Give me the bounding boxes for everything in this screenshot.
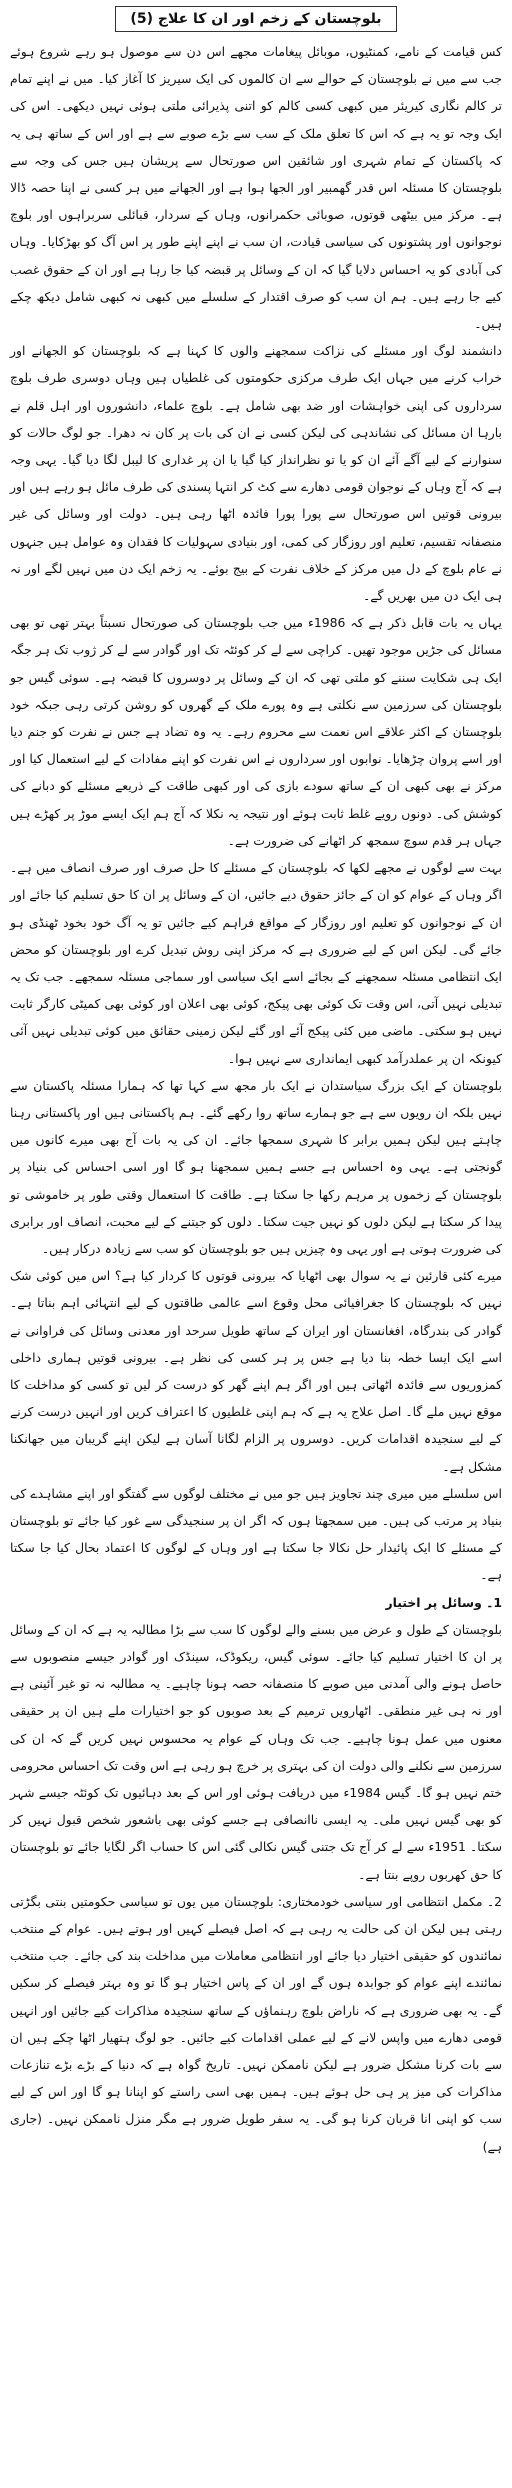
paragraph-8: بلوچستان کے طول و عرض میں بسنے والے لوگوں کا سب سے بڑا مطالبہ یہ ہے کہ ان کے وسائل پر ان کا اختیار تسلیم کیا جائے۔ سوئی گیس، ریکوڈک، سینڈک اور گوادر جیسے منصوبوں سے حاصل ہونے والی آمدنی میں صوبے کا منصفانہ حصہ ہونا چاہیے۔ یہ مطالبہ نہ تو غیر آئینی ہے اور نہ ہی غیر منطقی۔ اٹھارویں ترمیم کے بعد صوبوں کو جو اختیارات ملے ہیں ان پر حقیقی معنوں میں عمل ہونا چاہیے۔ جب تک وہاں کے عوام یہ محسوس نہیں کریں گے کہ ان کی سرزمین سے نکلنے والی دولت ان کی بہتری پر خرچ ہو رہی ہے اس وقت تک احساس محرومی ختم نہیں ہو گا۔ گیس 1984ء میں دریافت ہوئی اور اس کے بعد دہائیوں تک کوئٹہ جیسے شہر کو بھی گیس نہیں ملی۔ یہ ایسی ناانصافی ہے جسے کوئی بھی باشعور شخص قبول نہیں کر سکتا۔ 1951ء سے لے کر آج تک جتنی گیس نکالی گئی اس کا حساب اگر لگایا جائے تو بلوچستان کا حق کھربوں روپے بنتا ہے۔ <box>10 1621 502 1882</box>
paragraph-9: 2۔ مکمل انتظامی اور سیاسی خودمختاری: بلوچستان میں یوں تو سیاسی حکومتیں بنتی بگڑتی رہتی ہیں لیکن ان کی حالت یہ رہی ہے کہ اصل فیصلے کہیں اور ہوتے ہیں۔ عوام کے منتخب نمائندوں کو حقیقی اختیار دیا جائے اور انتظامی معاملات میں مداخلت بند کی جائے۔ جب منتخب نمائندے اپنے عوام کو جوابدہ ہوں گے اور ان کے پاس اختیار ہو گا تو وہ بہتر فیصلے کر سکیں گے۔ یہ بھی ضروری ہے کہ ناراض بلوچ رہنماؤں کے ساتھ سنجیدہ مذاکرات کیے جائیں اور انہیں قومی دھارے میں واپس لانے کے لیے عملی اقدامات کیے جائیں۔ جو لوگ ہتھیار اٹھا چکے ہیں ان سے بات کرنا مشکل ضرور ہے لیکن ناممکن نہیں۔ تاریخ گواہ ہے کہ دنیا کے بڑے بڑے تنازعات مذاکرات کی میز پر ہی حل ہوئے ہیں۔ ہمیں بھی اسی راستے کو اپنانا ہو گا اور اس کے لیے سب کو اپنی انا قربان کرنا ہو گی۔ یہ سفر طویل ضرور ہے مگر منزل ناممکن نہیں۔ (جاری ہے) <box>10 1893 502 2154</box>
section-heading-1: 1۔ وسائل پر اختیار <box>385 1594 502 1610</box>
paragraph-7: اس سلسلے میں میری چند تجاویز ہیں جو میں نے مختلف لوگوں سے گفتگو اور اپنے مشاہدے کی بنیاد پر مرتب کی ہیں۔ میں سمجھتا ہوں کہ اگر ان پر سنجیدگی سے غور کیا جائے تو بلوچستان کے مسئلے کا ایک پائیدار حل نکالا جا سکتا ہے اور وہاں کے لوگوں کا اعتماد بحال کیا جا سکتا ہے۔ <box>10 1485 503 1583</box>
paragraph-4: بہت سے لوگوں نے مجھے لکھا کہ بلوچستان کے مسئلے کا حل صرف اور صرف انصاف میں ہے۔ اگر وہاں کے عوام کو ان کے جائز حقوق دیے جائیں، ان کے وسائل پر ان کا حق تسلیم کیا جائے اور ان کے نوجوانوں کو تعلیم اور روزگار کے مواقع فراہم کیے جائیں تو یہ آگ خود بخود ٹھنڈی ہو جائے گی۔ لیکن اس کے لیے ضروری ہے کہ مرکز اپنی روش تبدیل کرے اور بلوچستان کو محض ایک انتظامی مسئلہ سمجھنے کے بجائے اسے ایک سیاسی اور سماجی مسئلہ سمجھے۔ جب تک یہ تبدیلی نہیں آتی، اس وقت تک کوئی بھی پیکج، کوئی بھی اعلان اور کوئی بھی کمیٹی کارگر ثابت نہیں ہو سکتی۔ ماضی میں کئی پیکج آئے اور گئے لیکن زمینی حقائق میں کوئی تبدیلی نہیں آئی کیونکہ ان پر عملدرآمد کبھی ایمانداری سے نہیں ہوا۔ <box>10 860 502 1066</box>
title-wrap <box>10 6 502 32</box>
paragraph-5: بلوچستان کے ایک بزرگ سیاستدان نے ایک بار مجھ سے کہا تھا کہ ہمارا مسئلہ پاکستان سے نہیں بلکہ ان رویوں سے ہے جو ہمارے ساتھ روا رکھے گئے۔ ہم پاکستانی ہیں اور پاکستانی رہنا چاہتے ہیں لیکن ہمیں برابر کا شہری سمجھا جائے۔ ان کی یہ بات آج بھی میرے کانوں میں گونجتی ہے۔ یہی وہ احساس ہے جسے ہمیں سمجھنا ہو گا اور اسی احساس کی بنیاد پر بلوچستان کے زخموں پر مرہم رکھا جا سکتا ہے۔ طاقت کا استعمال وقتی طور پر خاموشی تو پیدا کر سکتا ہے لیکن دلوں کو نہیں جیت سکتا۔ دلوں کو جیتنے کے لیے محبت، انصاف اور برابری کی ضرورت ہوتی ہے اور یہی وہ چیزیں ہیں جو بلوچستان کو سب سے زیادہ درکار ہیں۔ <box>10 1077 502 1256</box>
paragraph-3: یہاں یہ بات قابل ذکر ہے کہ 1986ء میں جب بلوچستان کی صورتحال نسبتاً بہتر تھی تو بھی مسائل کی جڑیں موجود تھیں۔ کراچی سے لے کر کوئٹہ تک اور گوادر سے لے کر ژوب تک ہر جگہ ایک ہی شکایت سننے کو ملتی تھی کہ ان کے وسائل پر دوسروں کا قبضہ ہے۔ سوئی گیس جو بلوچستان کی سرزمین سے نکلتی ہے وہ پورے ملک کے گھروں کو روشن کرتی رہی جبکہ خود بلوچستان کے اکثر علاقے اس نعمت سے محروم رہے۔ یہ وہ تضاد ہے جس نے نفرت کو جنم دیا اور اسے پروان چڑھایا۔ نوابوں اور سرداروں نے اس نفرت کو اپنے مفادات کے لیے استعمال کیا اور مرکز نے بھی کبھی ان کے ساتھ سودے بازی کی اور کبھی طاقت کے ذریعے مسئلے کو دبانے کی کوشش کی۔ دونوں رویے غلط ثابت ہوئے اور نتیجہ یہ نکلا کہ آج ہم ایک ایسے موڑ پر کھڑے ہیں جہاں ہر قدم سوچ سمجھ کر اٹھانے کی ضرورت ہے۔ <box>10 615 502 848</box>
paragraph-1: کس قیامت کے نامے، کمنٹیوں، موبائل پیغامات مجھے اس دن سے موصول ہو رہے شروع ہوئے جب سے میں نے بلوچستان کے حوالے سے ان کالموں کی ایک سیریز کا آغاز کیا۔ میں نے اپنے تمام تر کالم نگاری کیریئر میں کبھی کسی کالم کو اتنی پذیرائی ملتی ہوئی نہیں دیکھی۔ اس کی ایک وجہ تو یہ ہے کہ اس کا تعلق ملک کے سب سے بڑے صوبے سے ہے اور اس کے ساتھ ہی یہ کہ پاکستان کے تمام شہری اور شائقین اس صورتحال سے پریشان ہیں جس کی وجہ سے بلوچستان کا مسئلہ اس قدر گھمبیر اور الجھا ہوا ہے اور الجھانے میں ہر کسی نے اپنا حصہ ڈالا ہے۔ مرکز میں بیٹھی قوتوں، صوبائی حکمرانوں، وہاں کے سردار، قبائلی سربراہوں اور بلوچ نوجوانوں اور پشتونوں کی سیاسی قیادت، ان سب نے اپنے اپنے طور پر اس آگ کو بھڑکایا۔ وہاں کی آبادی کو یہ احساس دلایا گیا کہ ان کے وسائل پر قبضہ کیا جا رہا ہے اور ان کے حقوق غصب کیے جا رہے ہیں۔ ہم ان سب کو صرف اقتدار کے سلسلے میں کبھی نہ کبھی شامل دیکھ چکے ہیں۔ <box>10 44 502 332</box>
paragraph-2: دانشمند لوگ اور مسئلے کی نزاکت سمجھنے والوں کا کہنا ہے کہ بلوچستان کو الجھانے اور خراب کرنے میں جہاں ایک طرف مرکزی حکومتوں کی غلطیاں ہیں وہاں دوسری طرف بلوچ سرداروں کی اپنی خواہشات اور ضد بھی شامل ہے۔ بلوچ علماء، دانشوروں اور اہل قلم نے بارہا ان مسائل کی نشاندہی کی لیکن کسی نے ان کی بات پر کان نہ دھرا۔ جو لوگ حالات کو سنوارنے کے لیے آگے آئے ان کو یا تو نظرانداز کیا گیا یا ان پر غداری کا لیبل لگا دیا گیا۔ یہی وجہ ہے کہ آج وہاں کے نوجوان قومی دھارے سے کٹ کر انتہا پسندی کی طرف مائل ہو رہے ہیں اور بیرونی قوتیں اس صورتحال سے پورا پورا فائدہ اٹھا رہی ہیں۔ دولت اور وسائل کی غیر منصفانہ تقسیم، تعلیم اور روزگار کی کمی، اور بنیادی سہولیات کا فقدان وہ عوامل ہیں جنہوں نے عام بلوچ کے دل میں مرکز کے خلاف نفرت کے بیج بوئے۔ یہ زخم ایک دن میں نہیں لگے اور نہ ہی ایک دن میں بھریں گے۔ <box>10 343 502 604</box>
paragraph-6: میرے کئی قارئین نے یہ سوال بھی اٹھایا کہ بیرونی قوتوں کا کردار کیا ہے؟ اس میں کوئی شک نہیں کہ بلوچستان کا جغرافیائی محل وقوع اسے عالمی طاقتوں کے لیے انتہائی اہم بناتا ہے۔ گوادر کی بندرگاہ، افغانستان اور ایران کے ساتھ طویل سرحد اور معدنی وسائل کی فراوانی نے اسے ایک ایسا خطہ بنا دیا ہے جس پر ہر کسی کی نظر ہے۔ بیرونی قوتیں ہماری داخلی کمزوریوں سے فائدہ اٹھاتی ہیں اور اگر ہم اپنے گھر کو درست کر لیں تو کسی کو مداخلت کا موقع نہیں ملے گا۔ اصل علاج یہ ہے کہ ہم اپنی غلطیوں کا اعتراف کریں اور انہیں درست کرنے کے لیے سنجیدہ اقدامات کریں۔ دوسروں پر الزام لگانا آسان ہے لیکن اپنے گریبان میں جھانکنا مشکل ہے۔ <box>10 1268 502 1474</box>
article-title: بلوچستان کے زخم اور ان کا علاج (5) <box>115 6 396 32</box>
